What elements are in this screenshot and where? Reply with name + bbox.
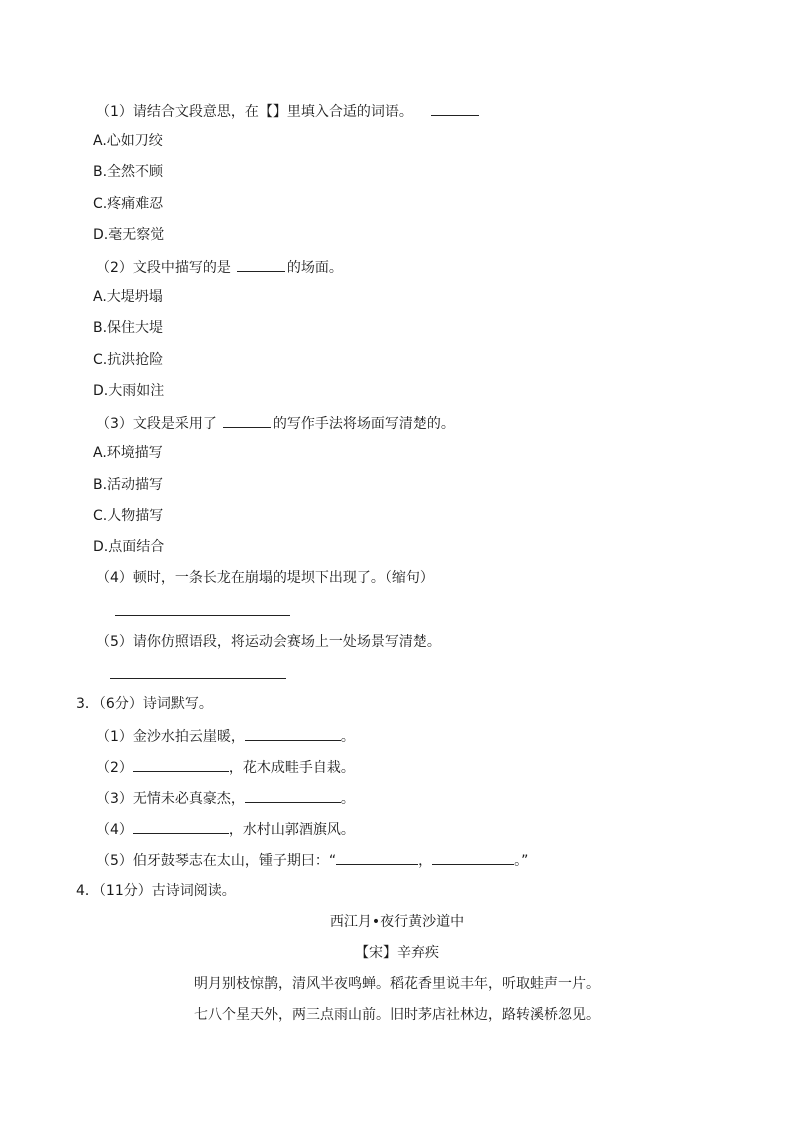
- option-a[interactable]: A.环境描写: [93, 445, 163, 461]
- answer-blank[interactable]: [245, 726, 341, 741]
- answer-blank[interactable]: [237, 257, 285, 272]
- sub-question-3-prompt: （3）文段是采用了 的写作手法将场面写清楚的。: [96, 413, 455, 433]
- answer-blank[interactable]: [336, 850, 418, 865]
- option-d[interactable]: D.大雨如注: [93, 383, 165, 399]
- answer-line[interactable]: [115, 615, 290, 616]
- poem-recite-item: （4） ，水村山郭酒旗风。: [96, 819, 355, 839]
- answer-blank[interactable]: [133, 757, 229, 772]
- answer-line[interactable]: [110, 678, 286, 679]
- option-c[interactable]: C.人物描写: [93, 508, 164, 524]
- question-4-header: 4．（11分）古诗词阅读。: [76, 883, 236, 899]
- poem-title: 西江月•夜行黄沙道中: [329, 914, 465, 930]
- sub-question-5-prompt: （5）请你仿照语段，将运动会赛场上一处场景写清楚。: [96, 634, 441, 650]
- answer-blank[interactable]: [245, 788, 341, 803]
- sub-question-1-prompt: （1）请结合文段意思，在【】里填入合适的词语。: [96, 101, 479, 121]
- poem-author: 【宋】辛弃疾: [355, 945, 439, 961]
- option-b[interactable]: B.活动描写: [93, 477, 164, 493]
- poem-line: 明月别枝惊鹊，清风半夜鸣蝉。稻花香里说丰年，听取蛙声一片。: [194, 976, 600, 992]
- option-b[interactable]: B.全然不顾: [93, 164, 164, 180]
- option-a[interactable]: A.心如刀绞: [93, 133, 163, 149]
- answer-blank[interactable]: [133, 819, 229, 834]
- poem-recite-item: （1）金沙水拍云崖暖， 。: [96, 726, 355, 746]
- answer-blank[interactable]: [223, 413, 271, 428]
- poem-recite-item: （5）伯牙鼓琴志在太山，锺子期曰：“ ， 。”: [96, 850, 528, 870]
- option-b[interactable]: B.保住大堤: [93, 320, 164, 336]
- poem-recite-item: （2） ，花木成畦手自栽。: [96, 757, 355, 777]
- poem-line: 七八个星天外，两三点雨山前。旧时茅店社林边，路转溪桥忽见。: [194, 1007, 600, 1023]
- poem-recite-item: （3）无情未必真豪杰， 。: [96, 788, 355, 808]
- answer-blank[interactable]: [432, 850, 514, 865]
- option-c[interactable]: C.抗洪抢险: [93, 352, 164, 368]
- question-3-header: 3．（6分）诗词默写。: [76, 696, 213, 712]
- answer-blank[interactable]: [431, 101, 479, 116]
- sub-question-2-prompt: （2）文段中描写的是 的场面。: [96, 257, 343, 277]
- option-d[interactable]: D.毫无察觉: [93, 227, 165, 243]
- option-d[interactable]: D.点面结合: [93, 539, 165, 555]
- option-a[interactable]: A.大堤坍塌: [93, 289, 163, 305]
- sub-question-4-prompt: （4）顿时，一条长龙在崩塌的堤坝下出现了。（缩句）: [96, 570, 434, 586]
- option-c[interactable]: C.疼痛难忍: [93, 196, 164, 212]
